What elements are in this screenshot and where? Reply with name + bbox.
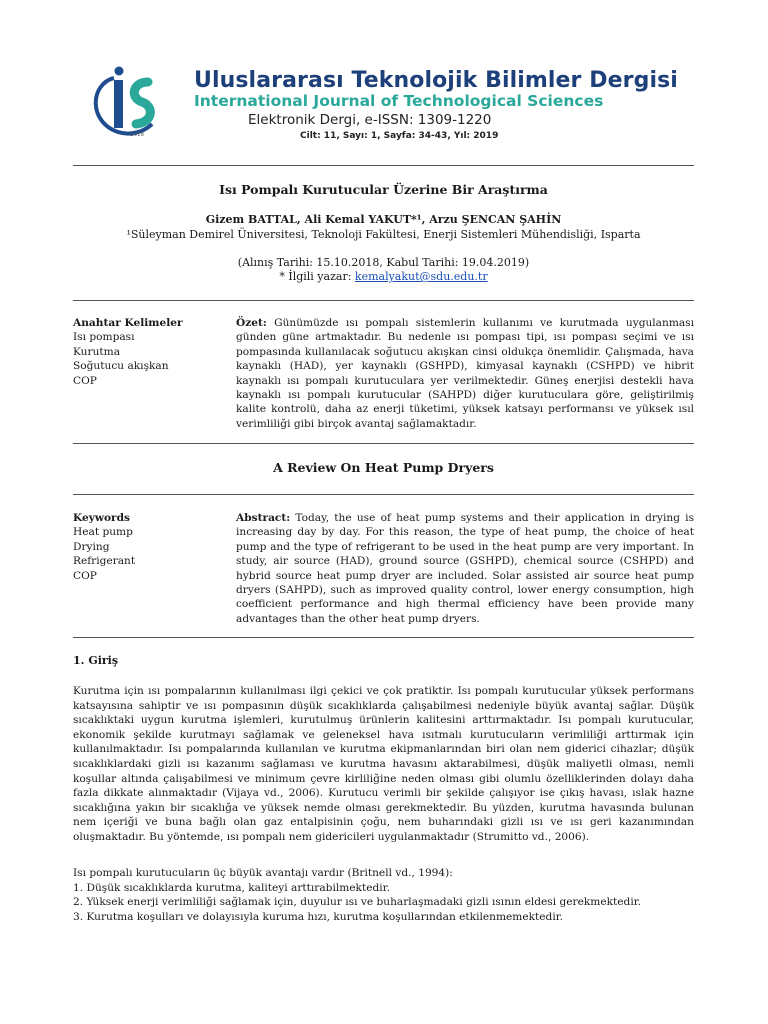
abstract-en-label: Abstract: bbox=[236, 512, 291, 524]
abstract-tr-label: Özet: bbox=[236, 317, 267, 329]
advantages-intro: Isı pompalı kurutucuların üç büyük avantajı vardır (Britnell vd., 1994): bbox=[73, 867, 453, 879]
keywords-tr bbox=[73, 316, 213, 388]
intro-paragraph: Kurutma için ısı pompalarının kullanılması ilgi çekici ve çok pratiktir. Isı pompalı kurutucular yüksek performans katsayısına sahiptir ve ısı pompasının düşük sıcaklıklarda çalışabilmesi nedeniyle büyük avantaj sağlar. Düşük sıcaklıktaki uygun kurutma işlemleri, kurutulmuş ürünlerin kalitesini arttırmaktadır. Isı pompalı kurutucular, ekonomik şekilde kurutmayı sağlamak ve geleneksel hava ısıtmalı kurutucuların verimliliği arttırmak için kullanılmaktadır. Isı pompalarında kullanılan ve kurutma ekipmanlarından biri olan nem giderici cihazlar; düşük sıcaklıklardaki gizli ısı kazanımı sağlaması ve kurutma havasını aktarabilmesi, düşük maliyetli olması, nemli koşullar altında çalışabilmesi ve minimum çevre kirliliğine neden olması gibi olumlu özelliklerinden dolayı daha fazla dikkate alınmaktadır (Vijaya vd., 2006). Kurutucu verimli bir şekilde çalışıyor ise çıkış havası, ıslak hazne sıcaklığına yakın bir sıcaklığa ve yüksek nemde olması gerekmektedir. Bu yüzden, kurutma havasında bulunan nem içeriği ve buna bağlı olan gaz entalpisinin çoğu, nem buharındaki gizli ısı ve ısı geri kazanımından oluşmaktadır. Bu yöntemde, ısı pompalı nem gidericileri uygulanmaktadır (Strumitto vd., 2006). bbox=[73, 685, 694, 843]
list-item: 2. Yüksek enerji verimliliği sağlamak için, duyulur ısı ve buharlaşmadaki gizli ısının eldesi gerekmektedir. bbox=[73, 896, 641, 909]
abstract-tr bbox=[236, 316, 694, 431]
header-divider bbox=[73, 165, 694, 166]
article-title-tr: Isı Pompalı Kurutucular Üzerine Bir Araştırma bbox=[219, 182, 548, 197]
article-title-en: A Review On Heat Pump Dryers bbox=[273, 460, 494, 475]
journal-title-en: International Journal of Technological Sciences bbox=[194, 92, 604, 110]
corresponding-label: * İlgili yazar: bbox=[279, 270, 355, 283]
keywords-tr-heading: Anahtar Kelimeler bbox=[73, 317, 183, 329]
journal-volume: Cilt: 11, Sayı: 1, Sayfa: 34-43, Yıl: 2019 bbox=[300, 131, 499, 141]
keyword-item: Isı pompası bbox=[73, 331, 135, 344]
section-divider-3 bbox=[73, 494, 694, 495]
keyword-item: COP bbox=[73, 569, 97, 582]
keywords-en-heading: Keywords bbox=[73, 512, 131, 524]
keyword-item: Heat pump bbox=[73, 526, 133, 539]
author-list: Gizem BATTAL, Ali Kemal YAKUT*¹, Arzu ŞENCAN ŞAHİN bbox=[205, 213, 562, 226]
keyword-item: Refrigerant bbox=[73, 555, 136, 568]
author-affiliation: ¹Süleyman Demirel Üniversitesi, Teknoloji Fakültesi, Enerji Sistemleri Mühendisliği, Isparta bbox=[126, 228, 641, 241]
journal-issn: Elektronik Dergi, e-ISSN: 1309-1220 bbox=[248, 112, 492, 128]
abstract-tr-text: Günümüzde ısı pompalı sistemlerin kullanımı ve kurutmada uygulanması günden güne artmaktadır. Bu nedenle ısı pompası tipi, ısı pompası seçimi ve ısı pompasında kullanılacak soğutucu akışkan cinsi oldukça önemlidir. Çalışmada, hava kaynaklı (HAD), yer kaynaklı (GSHPD), kimyasal kaynaklı (CSHPD) ve hibrit kaynaklı ısı pompalı kurutuculara yer verilmektedir. Güneş enerjisi destekli hava kaynaklı ısı pompalı kurutucular (SAHPD) diğer kurutuculara göre, geliştirilmiş kalite kontrolü, daha az enerji tüketimi, yüksek katsayı performansı ve yüksek ısıl verimliliği gibi birçok avantaj sağlamaktadır. bbox=[236, 317, 695, 430]
keyword-item: Drying bbox=[73, 540, 110, 553]
abstract-en-text: Today, the use of heat pump systems and their application in drying is increasing day by day. For this reason, the type of heat pump, the choice of heat pump and the type of refrigerant to be used in the heat pump are very important. In study, air source (HAD), ground source (GSHPD), chemical source (CSHPD) and hybrid source heat pump dryer are included. Solar assisted air source heat pump dryers (SAHPD), such as improved quality control, lower energy consumption, high coefficient performance and high thermal efficiency have been provide many advantages than the other heat pump dryers. bbox=[236, 512, 695, 625]
keyword-item: COP bbox=[73, 374, 97, 387]
journal-logo bbox=[84, 62, 190, 142]
section-divider-2 bbox=[73, 443, 694, 444]
article-dates: (Alınış Tarihi: 15.10.2018, Kabul Tarihi: 19.04.2019) bbox=[237, 256, 530, 269]
list-item: 3. Kurutma koşulları ve dolayısıyla kuruma hızı, kurutma koşullarından etkilenmemektedir. bbox=[73, 910, 563, 923]
list-item: 1. Düşük sıcaklıklarda kurutma, kaliteyi arttırabilmektedir. bbox=[73, 881, 390, 894]
keywords-en bbox=[73, 511, 213, 583]
section-divider-4 bbox=[73, 637, 694, 638]
intro-heading: 1. Giriş bbox=[73, 654, 119, 667]
section-divider-1 bbox=[73, 300, 694, 301]
keyword-item: Soğutucu akışkan bbox=[73, 360, 169, 373]
journal-title-tr: Uluslararası Teknolojik Bilimler Dergisi bbox=[194, 68, 678, 93]
logo-year: 2018 bbox=[130, 132, 144, 138]
advantages-list bbox=[73, 866, 694, 924]
abstract-en bbox=[236, 511, 694, 626]
keyword-item: Kurutma bbox=[73, 345, 121, 358]
corresponding-email-link[interactable]: kemalyakut@sdu.edu.tr bbox=[354, 270, 488, 283]
corresponding-author bbox=[73, 270, 694, 283]
